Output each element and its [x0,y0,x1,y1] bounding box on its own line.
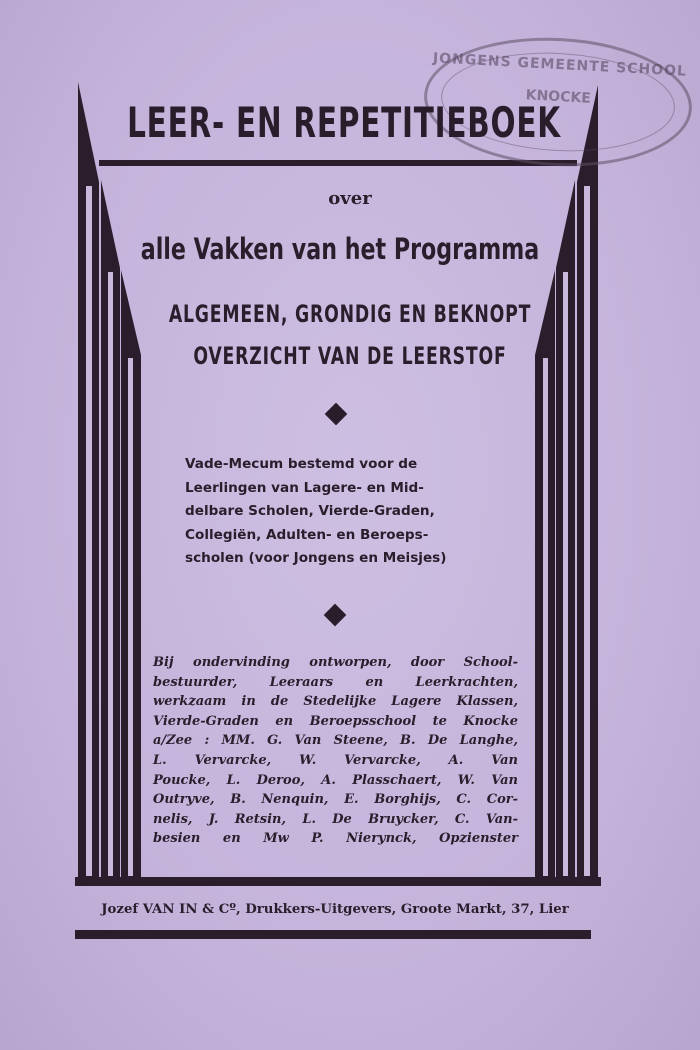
heading-line-1: ALGEMEEN, GRONDIG EN BEKNOPT [168,300,532,328]
bottom-rule [75,877,601,886]
over-label: over [328,188,372,209]
description-line: Leerlingen van Lagere- en Mid- [185,479,424,496]
heading-line-2: OVERZICHT VAN DE LEERSTOF [193,342,507,370]
authors-line: bestuurder, Leeraars en Leerkrachten, [153,674,518,690]
stamp-top-text: JONGENS GEMEENTE SCHOOL [432,50,688,80]
book-title: LEER- EN REPETITIEBOEK [127,98,561,147]
authors-line: Vierde-Graden en Beroepsschool te Knocke [153,713,518,729]
authors-line: nelis, J. Retsin, L. De Bruycker, C. Van- [153,811,518,827]
authors-line: a/Zee : MM. G. Van Steene, B. De Langhe, [153,733,518,749]
authors-line: Outryve, B. Nenquin, E. Borghijs, C. Cor- [153,792,518,808]
title-rule [99,160,577,166]
authors-line: besien en Mw P. Nierynck, Opzienster [153,831,518,847]
publisher-line: Jozef VAN IN & Cº, Drukkers-Uitgevers, Groote Markt, 37, Lier [101,902,569,917]
authors-line: Bij ondervinding ontworpen, door School- [153,655,518,670]
description-block [185,453,505,571]
book-subtitle: alle Vakken van het Programma [140,232,540,266]
description-line: Collegiën, Adulten- en Beroeps- [185,526,429,543]
description-line: Vade-Mecum bestemd voor de [185,456,418,472]
description-line: scholen (voor Jongens en Meisjes) [185,550,447,566]
authors-line: Poucke, L. Deroo, A. Plasschaert, W. Van [153,772,518,788]
stamp-middle-text: KNOCKE [525,87,592,107]
description-line: delbare Scholen, Vierde-Graden, [185,503,435,519]
authors-block [153,653,518,849]
authors-line: werkzaam in de Stedelijke Lagere Klassen, [153,694,518,710]
authors-line: L. Vervarcke, W. Vervarcke, A. Van [153,752,518,768]
publisher-rule [75,930,591,939]
